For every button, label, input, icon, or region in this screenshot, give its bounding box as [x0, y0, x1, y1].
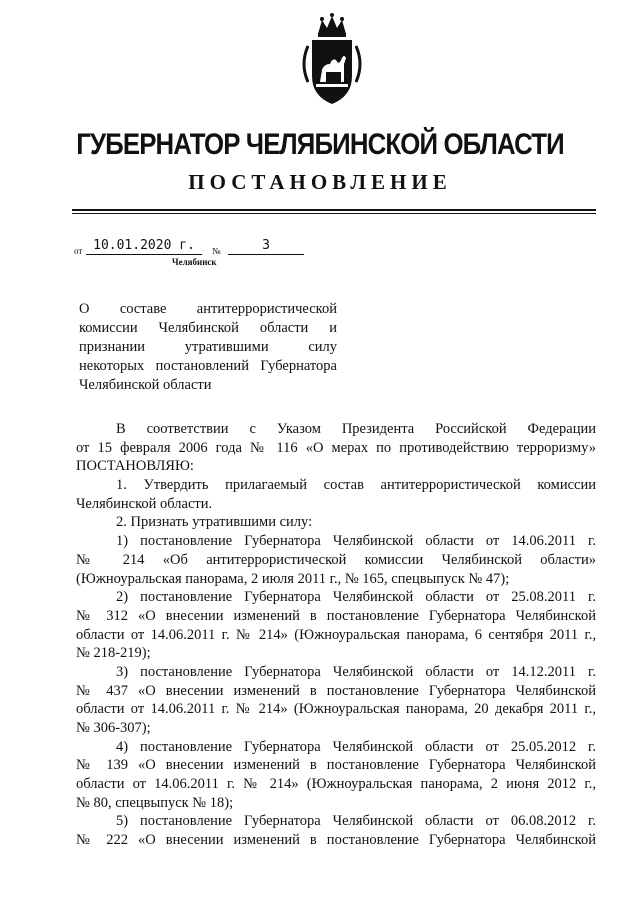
body-line: № 139 «О внесении изменений в постановление Губернатора Челябинской [76, 757, 596, 774]
document-subject [79, 300, 337, 395]
dateline [74, 238, 334, 258]
body-line: 2. Признать утратившими силу: [116, 514, 313, 531]
body-line: 2) постановление Губернатора Челябинской области от 25.08.2011 г. [116, 589, 596, 606]
body-line: области от 14.06.2011 г. № 214» (Южноуральская панорама, 2 июня 2012 г., [76, 776, 596, 793]
document-type: ПОСТАНОВЛЕНИЕ [188, 170, 452, 194]
body-line: № 218-219); [76, 645, 151, 662]
number-label: № [212, 246, 221, 256]
body-line: области от 14.06.2011 г. № 214» (Южноуральская панорама, 6 сентября 2011 г., [76, 626, 596, 643]
body-line: области от 14.06.2011 г. № 214» (Южноуральская панорама, 20 декабря 2011 г., [76, 701, 596, 718]
body-line: В соответствии с Указом Президента Российской Федерации [116, 421, 596, 437]
body-line: ПОСТАНОВЛЯЮ: [76, 458, 194, 475]
coat-of-arms-icon [296, 12, 368, 106]
body-line: (Южноуральская панорама, 2 июля 2011 г., № 165, спецвыпуск № 47); [76, 570, 510, 587]
subject-line: комиссии Челябинской области и [79, 320, 337, 336]
city-label: Челябинск [172, 257, 217, 267]
header-divider-thin [72, 213, 596, 214]
body-line: от 15 февраля 2006 года № 116 «О мерах по противодействию терроризму» [76, 439, 596, 456]
body-line: 4) постановление Губернатора Челябинской области от 25.05.2012 г. [116, 738, 596, 755]
body-line: 5) постановление Губернатора Челябинской области от 06.08.2012 г. [116, 813, 596, 830]
body-line: № 80, спецвыпуск № 18); [76, 794, 234, 811]
subject-line: признании утратившими силу [79, 339, 337, 355]
subject-line: Челябинской области [79, 377, 212, 393]
document-body [76, 420, 596, 850]
body-line: 1. Утвердить прилагаемый состав антитеррористической комиссии [116, 477, 596, 494]
page-title: ГУБЕРНАТОР ЧЕЛЯБИНСКОЙ ОБЛАСТИ [76, 128, 564, 161]
body-line: 1) постановление Губернатора Челябинской области от 14.06.2011 г. [116, 533, 596, 550]
subject-line: некоторых постановлений Губернатора [79, 358, 337, 374]
body-line: № 306-307); [76, 720, 151, 736]
body-line: № 214 «Об антитеррористической комиссии Челябинской области» [76, 551, 596, 568]
body-line: № 437 «О внесении изменений в постановление Губернатора Челябинской [76, 682, 596, 699]
subject-line: О составе антитеррористической [79, 301, 337, 317]
body-line: Челябинской области. [76, 495, 213, 512]
header-divider [72, 209, 596, 211]
body-line: 3) постановление Губернатора Челябинской области от 14.12.2011 г. [116, 663, 596, 680]
date-label: от [74, 246, 83, 256]
body-line: № 222 «О внесении изменений в постановление Губернатора Челябинской [76, 832, 596, 849]
document-date: 10.01.2020 г. [86, 238, 202, 255]
document-number: 3 [228, 238, 304, 255]
body-line: № 312 «О внесении изменений в постановление Губернатора Челябинской [76, 607, 596, 624]
